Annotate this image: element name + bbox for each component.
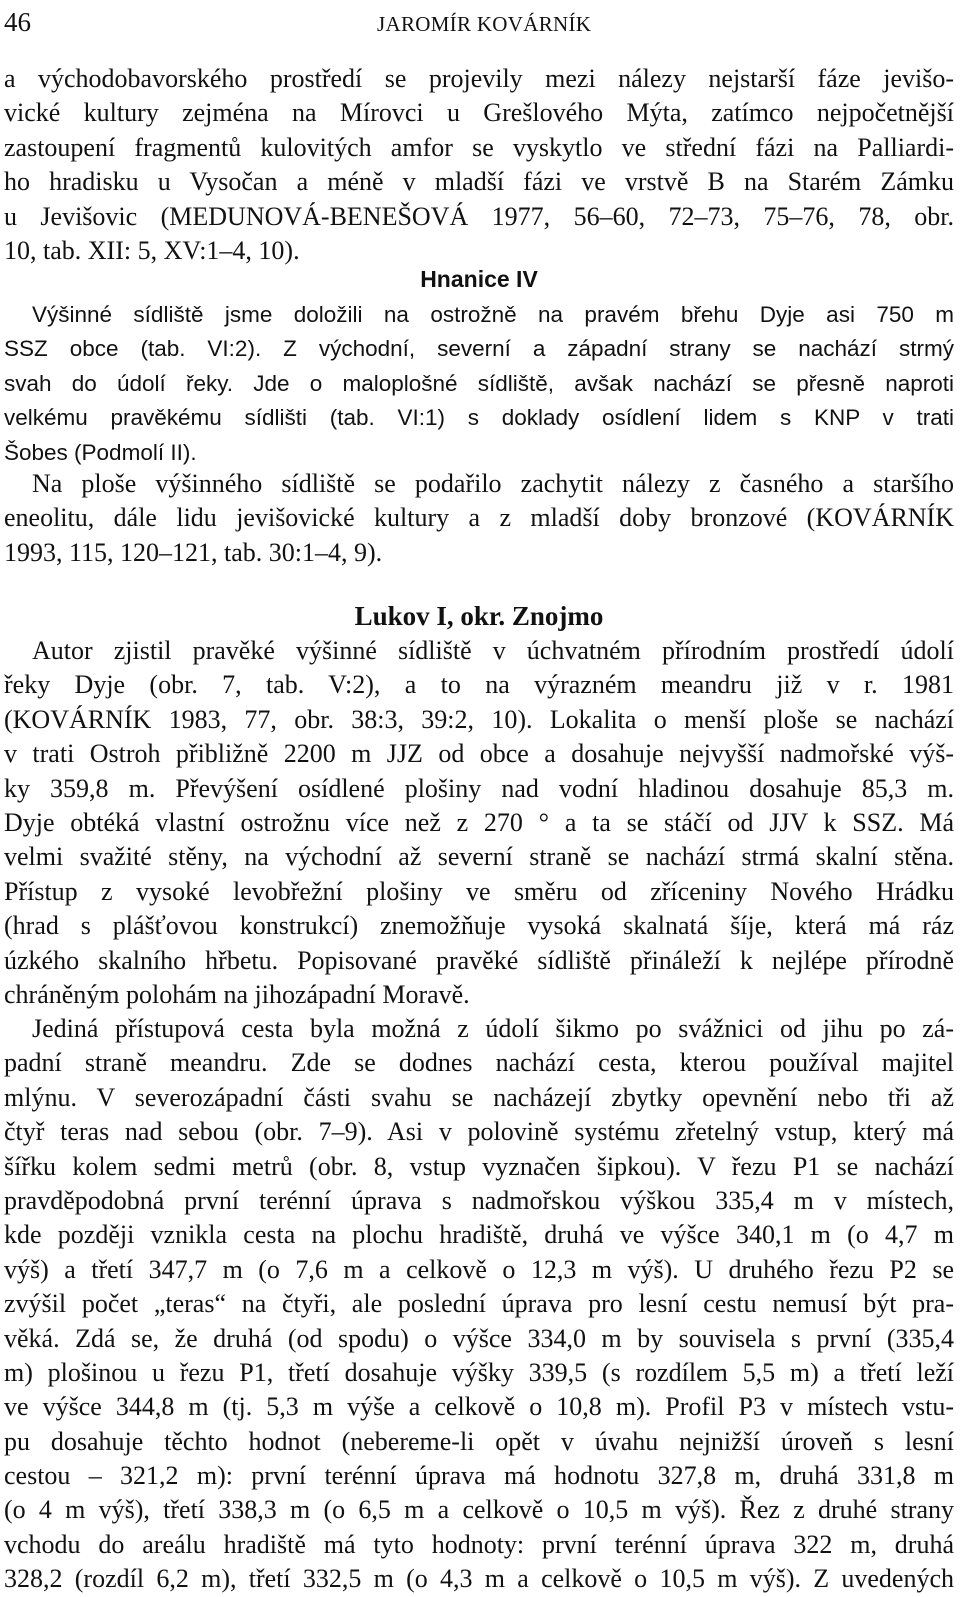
page-number: 46 <box>4 7 31 37</box>
text-line: pravděpodobná první terénní úprava s nadmořskou výškou 335,4 m v místech, <box>4 1185 954 1215</box>
text-line: vchodu do areálu hradiště má tyto hodnoty: první terénní úprava 322 m, druhá <box>4 1529 954 1559</box>
text-line: velkému pravěkému sídlišti (tab. VI:1) s doklady osídlení lidem s KNP v trati <box>4 405 954 431</box>
text-line: (o 4 m výš), třetí 338,3 m (o 6,5 m a celkově o 10,5 m výš). Řez z druhé strany <box>4 1495 954 1525</box>
text-line: Šobes (Podmolí II). <box>4 439 197 465</box>
text-line: zvýšil počet „teras“ na čtyři, ale poslední úprava pro lesní cestu nemusí být pra- <box>4 1289 954 1319</box>
section-heading-hnanice: Hnanice IV <box>420 266 538 292</box>
section-heading-lukov: Lukov I, okr. Znojmo <box>354 601 604 631</box>
text-line: Dyje obtéká vlastní ostrožnu více než z 270 ° a ta se stáčí od JJV k SSZ. Má <box>4 807 954 837</box>
text-line: 10, tab. XII: 5, XV:1–4, 10). <box>4 235 300 265</box>
text-line: 328,2 (rozdíl 6,2 m), třetí 332,5 m (o 4,3 m a celkově o 10,5 m výš). Z uvedených <box>4 1564 954 1594</box>
text-line: věká. Zdá se, že druhá (od spodu) o výšce 334,0 m by souvisela s první (335,4 <box>4 1323 954 1353</box>
text-line: (hrad s plášťovou konstrukcí) znemožňuje vysoká skalnatá šíje, která má ráz <box>4 911 954 941</box>
text-line: padní straně meandru. Zde se dodnes nachází cesta, kterou používal majitel <box>4 1048 954 1078</box>
text-line: 1993, 115, 120–121, tab. 30:1–4, 9). <box>4 537 383 567</box>
text-line: eneolitu, dále lidu jevišovické kultury a z mladší doby bronzové (KOVÁRNÍK <box>4 503 954 533</box>
text-line: cestou – 321,2 m): první terénní úprava má hodnotu 327,8 m, druhá 331,8 m <box>4 1461 954 1491</box>
text-line: čtyř teras nad sebou (obr. 7–9). Asi v polovině systému zřetelný vstup, který má <box>4 1117 954 1147</box>
paragraph-5 <box>4 1012 954 1597</box>
paragraph-hnanice <box>4 298 954 470</box>
text-line: v trati Ostroh přibližně 2200 m JJZ od obce a dosahuje nejvyšší nadmořské výš- <box>4 739 954 769</box>
text-line: pu dosahuje těchto hodnot (nebereme-li opět v úvahu nejnižší úroveň s lesní <box>4 1426 954 1456</box>
text-line: velmi svažité stěny, na východní až severní straně se nachází strmá skalní stěna. <box>4 842 954 872</box>
text-line: a východobavorského prostředí se projevily mezi nálezy nejstarší fáze jevišo- <box>4 64 954 93</box>
text-line: výš) a třetí 347,7 m (o 7,6 m a celkově o 12,3 m výš). U druhého řezu P2 se <box>4 1254 954 1284</box>
paragraph-3 <box>4 467 954 570</box>
text-line: šířku kolem sedmi metrů (obr. 8, vstup vyznačen šipkou). V řezu P1 se nachází <box>4 1151 954 1181</box>
page-header <box>4 6 954 38</box>
text-line: ve výšce 344,8 m (tj. 5,3 m výše a celkově o 10,8 m). Profil P3 v místech vstu- <box>4 1392 954 1422</box>
paragraph-lukov <box>4 634 954 1012</box>
text-line: kde později vznikla cesta na plochu hradiště, druhá ve výšce 340,1 m (o 4,7 m <box>4 1220 954 1250</box>
running-head: JAROMÍR KOVÁRNÍK <box>377 12 592 36</box>
text-line: řeky Dyje (obr. 7, tab. V:2), a to na výrazném meandru již v r. 1981 <box>4 670 954 700</box>
text-line: zastoupení fragmentů kulovitých amfor se vyskytlo ve střední fázi na Palliardi- <box>4 132 954 162</box>
text-line: Na ploše výšinného sídliště se podařilo zachytit nálezy z časného a staršího <box>32 469 954 498</box>
text-line: vické kultury zejména na Mírovci u Grešlového Mýta, zatímco nejpočetnější <box>4 98 954 128</box>
text-line: m) plošinou u řezu P1, třetí dosahuje výšky 339,5 (s rozdílem 5,5 m) a třetí leží <box>4 1357 954 1387</box>
text-line: u Jevišovic (MEDUNOVÁ-BENEŠOVÁ 1977, 56–60, 72–73, 75–76, 78, obr. <box>4 201 954 231</box>
text-line: ky 359,8 m. Převýšení osídlené plošiny nad vodní hladinou dosahuje 85,3 m. <box>4 773 954 803</box>
text-line: mlýnu. V severozápadní části svahu se nacházejí zbytky opevnění nebo tři až <box>4 1082 954 1112</box>
text-line: úzkého skalního hřbetu. Popisované pravěké sídliště přináleží k nejlépe přírodně <box>4 945 954 975</box>
text-line: ho hradisku u Vysočan a méně v mladší fázi ve vrstvě B na Starém Zámku <box>4 167 954 197</box>
text-line: SSZ obce (tab. VI:2). Z východní, severní a západní strany se nachází strmý <box>4 336 954 362</box>
text-line: chráněným polohám na jihozápadní Moravě. <box>4 979 470 1009</box>
text-line: Přístup z vysoké levobřežní plošiny ve směru od zříceniny Nového Hrádku <box>4 876 954 906</box>
text-line: Výšinné sídliště jsme doložili na ostrožně na pravém břehu Dyje asi 750 m <box>32 302 954 327</box>
text-line: svah do údolí řeky. Jde o maloplošné sídliště, avšak nachází se přesně naproti <box>4 370 954 396</box>
paragraph-1 <box>4 62 954 268</box>
text-line: Autor zjistil pravěké výšinné sídliště v úchvatném přírodním prostředí údolí <box>32 636 954 665</box>
text-line: (KOVÁRNÍK 1983, 77, obr. 38:3, 39:2, 10). Lokalita o menší ploše se nachází <box>4 704 954 734</box>
text-line: Jediná přístupová cesta byla možná z údolí šikmo po svážnici od jihu po zá- <box>32 1014 954 1043</box>
